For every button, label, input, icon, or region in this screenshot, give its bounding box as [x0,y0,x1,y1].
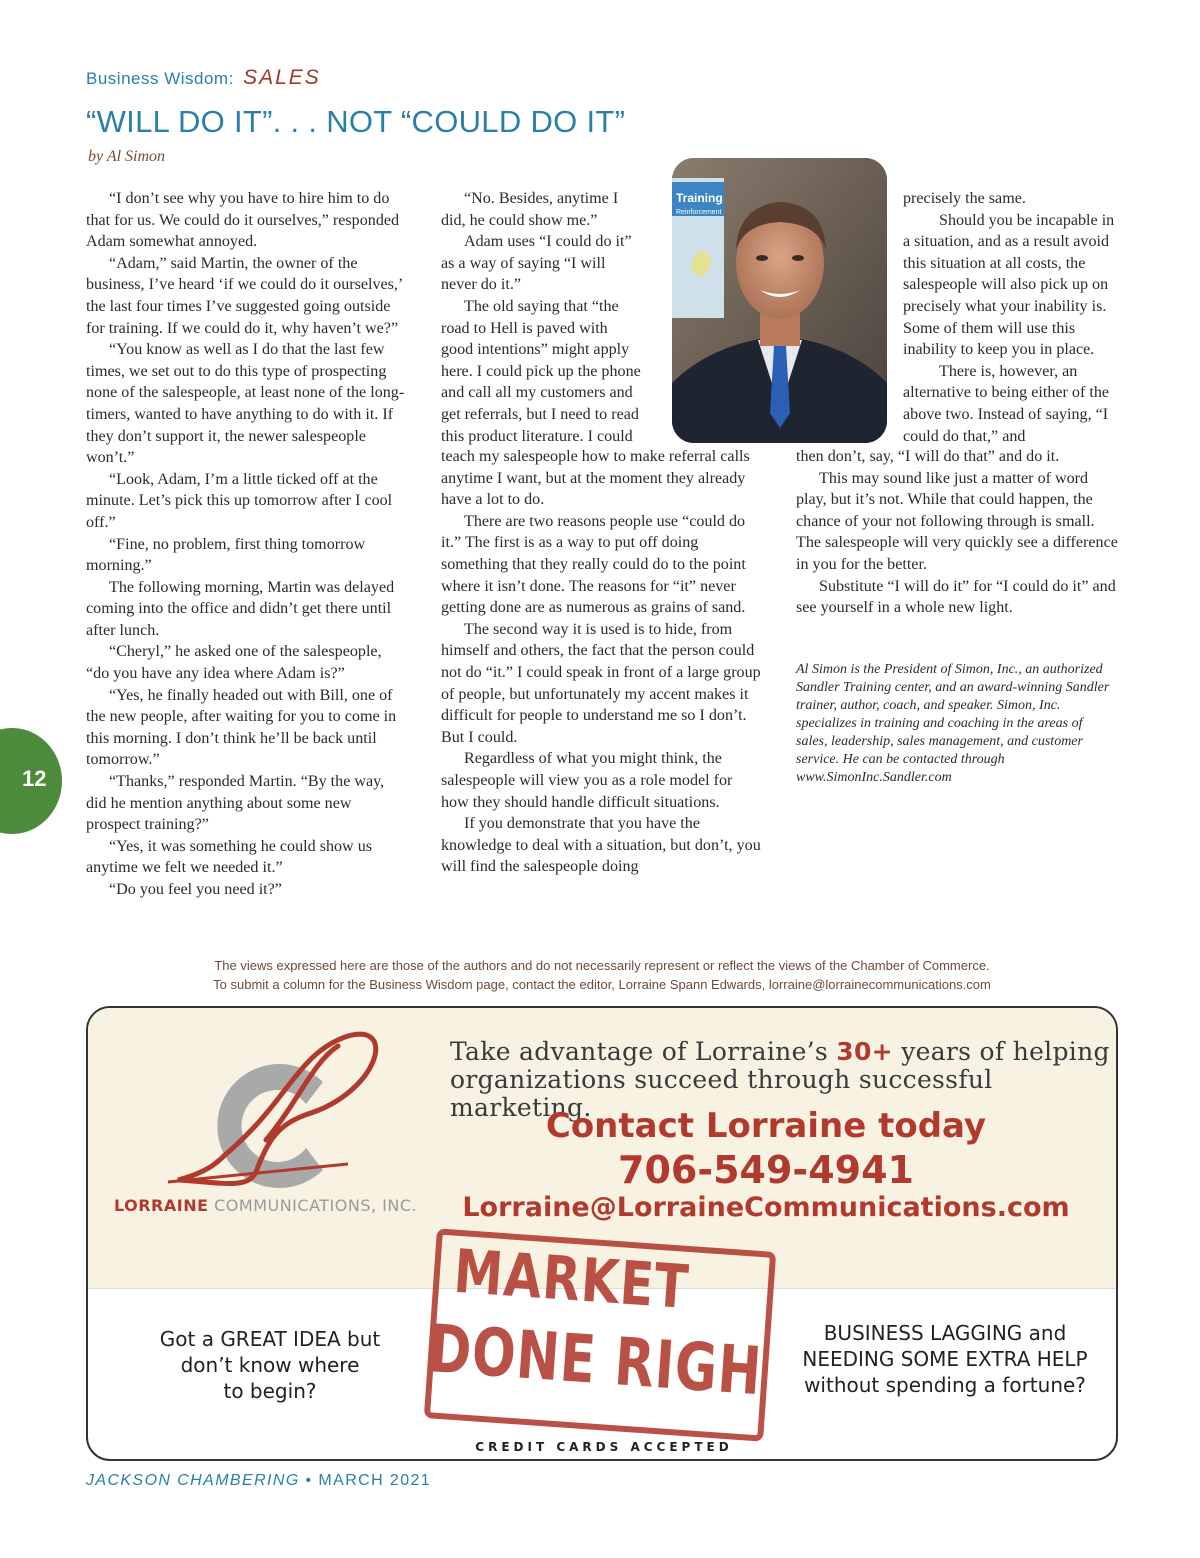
stamp-line-1: MARKET [451,1236,692,1323]
ad-contact-heading: Contact Lorraine today [545,1106,987,1146]
ad-phone-number: 706-549-4941 [618,1148,914,1192]
paragraph-continued: precisely the same. [903,190,1026,207]
author-bio: Al Simon is the President of Simon, Inc., an authorized Sandler Training center, and an award-winning Sandler trainer, author, coach, and speaker. Simon, Inc. specializes in training and coaching in the areas of sales, leadership, sales management, and customer service. He can be contacted through www.SimonInc.Sandler.com [796,662,1110,785]
paragraph: There are two reasons people use “could do it.” The first is as a way to put off doing something that they really could do to the point where it isn’t done. The reasons for “it” never getting done are as numerous as grains of sand. [441,512,746,617]
disclaimer-line-2: To submit a column for the Business Wisdom page, contact the editor, Lorraine Spann Edwards, lorraine@lorrainecommunications.com [213,977,991,992]
page-footer [86,1472,431,1490]
credit-cards-accepted: CREDIT CARDS ACCEPTED [475,1440,733,1454]
paragraph: Should you be incapable in a situation, and as a result avoid this situation at all costs, the salespeople will also pick up on precisely what your inability is. Some of them will use this inability to keep you in place. [903,211,1115,359]
section-label: Business Wisdom: [86,69,234,88]
lorraine-logo-icon [148,1022,438,1192]
ad-email-address: Lorraine@LorraineCommunications.com [462,1192,1070,1223]
paragraph: “Yes, it was something he could show us anytime we felt we needed it.” [86,837,373,877]
page-number: 12 [22,766,47,791]
ad-right-question-line: without spending a fortune? [804,1373,1086,1397]
ad-left-question-line: Got a GREAT IDEA but [159,1327,381,1351]
paragraph: Adam uses “I could do it” as a way of saying “I will never do it.” [441,233,632,294]
ad-lead-part-1: Take advantage of Lorraine’s [450,1037,829,1066]
photo-banner-subtext: Reinforcement [676,209,722,216]
paragraph: This may sound like just a matter of word play, but it’s not. While that could happen, the chance of your not following through is small. The salespeople will very quickly see a difference in you for the better. [796,469,1118,573]
paragraph: “Fine, no problem, first thing tomorrow morning.” [86,535,366,575]
subsection-label: SALES [243,66,321,89]
paragraph: There is, however, an alternative to being either of the above two. Instead of saying, “I could do that,” and [903,362,1110,445]
footer-separator: • [305,1472,313,1489]
article-column-2-bottom [441,446,763,878]
ad-lead-part-2: years of helping organizations succeed through successful marketing. [450,1037,1110,1122]
ad-right-question-line: NEEDING SOME EXTRA HELP [802,1347,1088,1371]
paragraph: Substitute “I will do it” for “I could do it” and see yourself in a whole new light. [796,577,1116,617]
lorraine-communications-ad [86,1006,1118,1461]
market-done-right-stamp [424,1228,776,1441]
paragraph: “Adam,” said Martin, the owner of the business, I’ve heard ‘if we could do it ourselves,’ the last four times I’ve suggested going outside for training. If we could do it, why haven’t we?” [86,254,403,337]
paragraph: “Thanks,” responded Martin. “By the way, did he mention anything about some new prospect training?” [86,773,385,834]
paragraph: “Look, Adam, I’m a little ticked off at the minute. Let’s pick this up tomorrow after I cool off.” [86,470,393,531]
disclaimer-line-1: The views expressed here are those of the authors and do not necessarily represent or reflect the views of the Chamber of Commerce. [214,958,990,973]
article-column-3-bottom [796,446,1118,619]
paragraph: If you demonstrate that you have the knowledge to deal with a situation, but don’t, you will find the salespeople doing [441,815,761,876]
logo-wordmark [114,1196,417,1215]
paragraph: Regardless of what you might think, the salespeople will view you as a role model for how they should handle difficult situations. [441,750,733,811]
paragraph: The second way it is used is to hide, from himself and others, the fact that the person could not do “it.” I could speak in front of a large group of people, but unfortunately my accent makes it difficult for people to understand me so I don’t. But I could. [441,620,761,746]
ad-lead-highlight: 30+ [836,1037,893,1066]
paragraph-continued: teach my salespeople how to make referral calls anytime I want, but at the moment they already have a lot to do. [441,448,750,509]
paragraph: “Yes, he finally headed out with Bill, one of the new people, after waiting for you to come in this morning. I don’t think he’ll be back until tomorrow.” [86,686,397,769]
article-headline: “WILL DO IT”. . . NOT “COULD DO IT” [86,104,626,139]
paragraph: The old saying that “the road to Hell is paved with good intentions” might apply here. I could pick up the phone and call all my customers and get referrals, but I need to read this product literature. I could [441,297,641,445]
logo-word-communications: COMMUNICATIONS, INC. [214,1196,418,1215]
photo-banner-text: Training [676,191,723,205]
paragraph: “Do you feel you need it?” [109,881,282,898]
ad-left-question-line: don’t know where [180,1353,360,1377]
article-column-2-top [441,188,641,447]
author-photo [672,158,887,443]
paragraph: “Cheryl,” he asked one of the salespeople, “do you have any idea where Adam is?” [86,643,382,683]
paragraph-continued: then don’t, say, “I will do that” and do it. [796,448,1060,465]
paragraph: “You know as well as I do that the last few times, we set out to do this type of prospecting none of the salespeople, at least none of the long-timers, wanted to have anything to do with it. If they don’t support it, the newer salespeople won’t.” [86,341,405,467]
logo-word-lorraine: LORRAINE [114,1196,209,1215]
ad-left-question-line: to begin? [223,1379,317,1403]
article-byline: by Al Simon [88,148,166,165]
ad-right-question [780,1320,1110,1398]
ad-left-question [128,1326,412,1404]
paragraph: “No. Besides, anytime I did, he could show me.” [441,190,619,229]
issue-date: MARCH 2021 [318,1472,432,1489]
paragraph: The following morning, Martin was delayed coming into the office and didn’t get there until after lunch. [86,578,395,639]
section-kicker [86,66,321,90]
ad-right-question-line: BUSINESS LAGGING and [823,1321,1067,1345]
article-column-3-top [903,188,1118,447]
publication-name: JACKSON CHAMBERING [86,1472,300,1489]
author-portrait-image [672,158,887,443]
stamp-line-2: DONE RIGH [425,1310,765,1411]
article-column-1 [86,188,406,901]
paragraph: “I don’t see why you have to hire him to do that for us. We could do it ourselves,” responded Adam somewhat annoyed. [86,190,400,251]
